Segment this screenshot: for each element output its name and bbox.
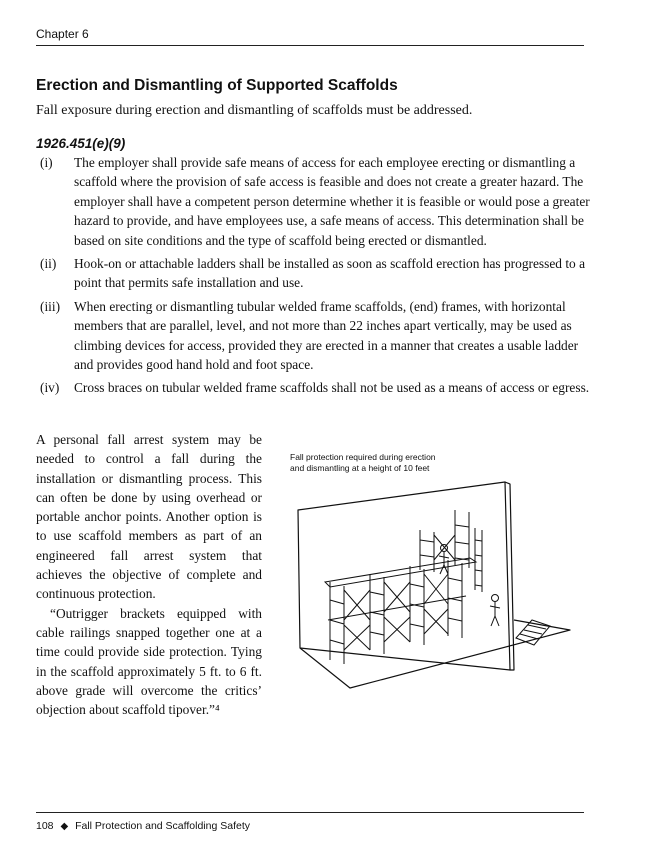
regulation-item <box>36 153 596 250</box>
caption-line-2: and dismantling at a height of 10 feet <box>290 463 430 473</box>
regulation-item <box>36 297 596 375</box>
chapter-label: Chapter 6 <box>36 27 89 41</box>
book-title: Fall Protection and Scaffolding Safety <box>75 820 250 832</box>
body-column <box>36 430 262 719</box>
item-number: (ii) <box>40 256 57 272</box>
regulation-code: 1926.451(e)(9) <box>36 136 126 151</box>
scaffold-illustration <box>270 470 590 710</box>
page-footer <box>36 820 250 832</box>
header-rule <box>36 45 584 46</box>
item-number: (iii) <box>40 298 61 314</box>
diamond-icon: ◆ <box>60 821 69 832</box>
item-text: When erecting or dismantling tubular welded frame scaffolds, (end) frames, with horizontal members that are parallel, level, and not more than 22 inches apart vertically, may be used as climbing devices for access, provided they are erected in a manner that creates a usable ladder and provides good hand hold and foot space. <box>74 298 579 373</box>
regulation-item <box>36 378 596 397</box>
item-number: (i) <box>40 155 53 170</box>
intro-paragraph: Fall exposure during erection and dismantling of scaffolds must be addressed. <box>36 103 473 118</box>
section-title: Erection and Dismantling of Supported Scaffolds <box>36 77 398 94</box>
body-paragraph-1: A personal fall arrest system may be needed to control a fall during the installation or dismantling process. This can often be done by using overhead or portable anchor points. Another option is to use scaffold members as part of an engineered fall arrest system that achieves the objective of complete and continuous protection. <box>36 432 262 602</box>
footer-rule <box>36 812 584 813</box>
ground-outline <box>300 620 570 688</box>
item-text: The employer shall provide safe means of access for each employee erecting or dismantling a scaffold where the provision of safe access is feasible and does not create a greater hazard. The employer shall have a competent person determine whether it is feasible or would pose a greater hazard to provide, and have employees use, a safe means of access. This determination shall be based on site conditions and the type of scaffold being erected or dismantled. <box>74 155 590 248</box>
regulation-list <box>36 153 596 402</box>
caption-line-1: Fall protection required during erection <box>290 452 436 462</box>
item-number: (iv) <box>40 380 60 396</box>
body-paragraph-2: “Outrigger brackets equipped with cable railings snapped together one at a time could provide side protection. Tying in the scaffold approximately 5 ft. to 6 ft. above grade will overcome the critics’ objection about scaffold tipover.”⁴ <box>36 605 262 718</box>
scaffold-frames <box>325 510 482 664</box>
page-number: 108 <box>36 820 54 832</box>
regulation-item <box>36 254 596 293</box>
item-text: Hook-on or attachable ladders shall be installed as soon as scaffold erection has progressed to a point that permits safe installation and use. <box>74 256 586 291</box>
item-text: Cross braces on tubular welded frame scaffolds shall not be used as a means of access or egress. <box>74 380 590 396</box>
